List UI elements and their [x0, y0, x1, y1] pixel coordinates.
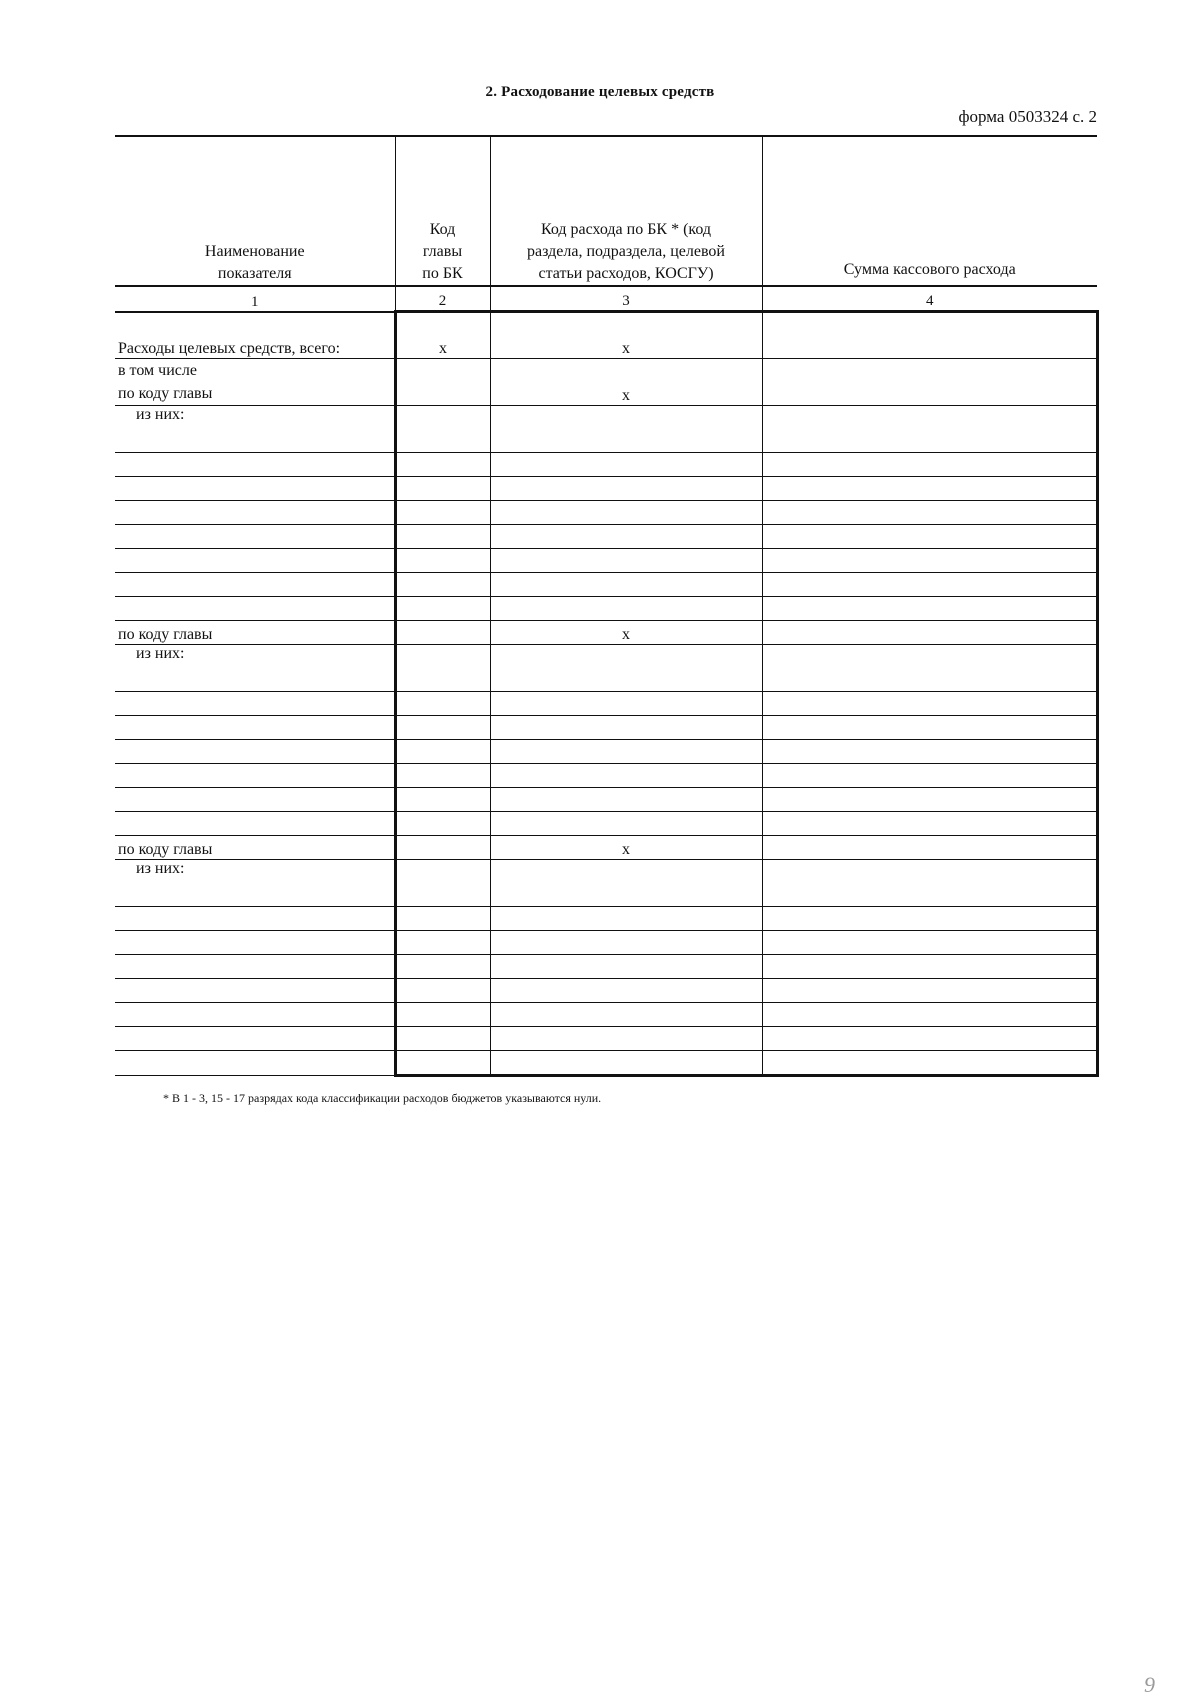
header-expense-code-text: Код расхода по БК * (код раздела, подраздела, целевой статьи расходов, КОСГУ)	[527, 221, 725, 282]
sum-cell[interactable]	[762, 1003, 1097, 1027]
expense-code-cell[interactable]	[490, 716, 762, 740]
table-row-by-chapter	[115, 621, 1097, 645]
table-row-by-chapter	[115, 359, 1097, 406]
chapter-code-cell[interactable]	[395, 453, 490, 477]
chapter-code-cell[interactable]	[395, 1003, 490, 1027]
table-row	[115, 692, 1097, 716]
header-cash-expense-sum-text: Сумма кассового расхода	[843, 261, 1016, 278]
name-cell[interactable]	[115, 931, 395, 955]
expense-code-cell[interactable]	[490, 1027, 762, 1051]
header-indicator-name-text: Наименование показателя	[204, 243, 305, 282]
table-row	[115, 788, 1097, 812]
name-cell[interactable]	[115, 501, 395, 525]
chapter-code-cell[interactable]	[395, 525, 490, 549]
name-cell[interactable]	[115, 692, 395, 716]
name-cell[interactable]	[115, 788, 395, 812]
column-number-row	[115, 286, 1097, 312]
sum-cell[interactable]	[762, 453, 1097, 477]
table-row	[115, 501, 1097, 525]
chapter-code-cell[interactable]	[395, 573, 490, 597]
expense-code-cell: x	[490, 836, 762, 860]
chapter-code-cell[interactable]	[395, 860, 490, 907]
sum-cell[interactable]	[762, 931, 1097, 955]
by-chapter-label: по коду главы	[115, 836, 395, 860]
total-label: Расходы целевых средств, всего:	[115, 312, 395, 359]
sum-cell[interactable]	[762, 645, 1097, 692]
name-cell[interactable]	[115, 979, 395, 1003]
sum-cell[interactable]	[762, 860, 1097, 907]
of-them-label	[115, 860, 395, 907]
of-them-text: из них:	[136, 860, 185, 877]
expense-code-cell[interactable]	[490, 692, 762, 716]
chapter-code-cell[interactable]	[395, 1051, 490, 1076]
sum-cell[interactable]	[762, 788, 1097, 812]
expense-code-cell[interactable]	[490, 740, 762, 764]
header-row	[115, 136, 1097, 286]
sum-cell[interactable]	[762, 501, 1097, 525]
name-cell[interactable]	[115, 1051, 395, 1076]
expense-code-cell: x	[490, 621, 762, 645]
expense-code-cell[interactable]	[490, 501, 762, 525]
name-cell[interactable]	[115, 740, 395, 764]
sum-cell[interactable]	[762, 621, 1097, 645]
chapter-code-cell[interactable]	[395, 740, 490, 764]
header-cash-expense-sum	[762, 136, 1097, 286]
sum-cell[interactable]	[762, 812, 1097, 836]
table-row-total	[115, 312, 1097, 359]
chapter-code-cell[interactable]	[395, 359, 490, 406]
of-them-label	[115, 645, 395, 692]
sum-cell[interactable]	[762, 955, 1097, 979]
sum-cell[interactable]	[762, 573, 1097, 597]
table-row	[115, 549, 1097, 573]
name-cell[interactable]	[115, 1003, 395, 1027]
chapter-code-cell[interactable]	[395, 812, 490, 836]
name-cell[interactable]	[115, 525, 395, 549]
table-row	[115, 453, 1097, 477]
header-expense-code	[490, 136, 762, 286]
table-row	[115, 740, 1097, 764]
sum-cell[interactable]	[762, 907, 1097, 931]
expense-code-cell[interactable]	[490, 645, 762, 692]
expense-code-cell[interactable]	[490, 453, 762, 477]
sum-cell[interactable]	[762, 549, 1097, 573]
chapter-code-cell[interactable]	[395, 406, 490, 453]
name-cell[interactable]	[115, 907, 395, 931]
chapter-code-cell[interactable]	[395, 955, 490, 979]
section-title: 2. Расходование целевых средств	[485, 84, 715, 100]
sum-cell[interactable]	[762, 406, 1097, 453]
table-row	[115, 955, 1097, 979]
chapter-code-cell[interactable]	[395, 764, 490, 788]
column-number-3: 3	[490, 286, 762, 312]
total-sum-cell[interactable]	[762, 312, 1097, 359]
footnote: * В 1 - 3, 15 - 17 разрядах кода классификации расходов бюджетов указываются нули.	[163, 1091, 602, 1105]
chapter-code-cell[interactable]	[395, 597, 490, 621]
table-row	[115, 1027, 1097, 1051]
of-them-text: из них:	[136, 406, 185, 423]
column-number-2: 2	[395, 286, 490, 312]
chapter-code-cell[interactable]	[395, 1027, 490, 1051]
chapter-code-cell[interactable]	[395, 931, 490, 955]
name-cell[interactable]	[115, 716, 395, 740]
sum-cell[interactable]	[762, 836, 1097, 860]
sum-cell[interactable]	[762, 597, 1097, 621]
expense-code-cell[interactable]	[490, 549, 762, 573]
chapter-code-cell[interactable]	[395, 979, 490, 1003]
name-cell[interactable]	[115, 955, 395, 979]
table-row-of-them	[115, 406, 1097, 453]
sum-cell[interactable]	[762, 716, 1097, 740]
including-by-chapter-label	[115, 359, 395, 406]
table-row	[115, 1003, 1097, 1027]
table-row	[115, 716, 1097, 740]
sum-cell[interactable]	[762, 740, 1097, 764]
header-chapter-code	[395, 136, 490, 286]
expense-code-cell[interactable]	[490, 597, 762, 621]
sum-cell[interactable]	[762, 1051, 1097, 1076]
table-row	[115, 931, 1097, 955]
chapter-code-cell[interactable]	[395, 692, 490, 716]
table-row	[115, 573, 1097, 597]
chapter-code-cell[interactable]	[395, 836, 490, 860]
sum-cell[interactable]	[762, 359, 1097, 406]
chapter-code-cell[interactable]	[395, 907, 490, 931]
expense-code-cell: x	[490, 359, 762, 406]
name-cell[interactable]	[115, 453, 395, 477]
of-them-text: из них:	[136, 645, 185, 662]
table-row-of-them	[115, 860, 1097, 907]
expense-code-cell[interactable]	[490, 860, 762, 907]
header-indicator-name	[115, 136, 395, 286]
expense-code-cell[interactable]	[490, 525, 762, 549]
column-number-4: 4	[762, 286, 1097, 312]
by-chapter-label: по коду главы	[118, 385, 213, 402]
including-label: в том числе	[118, 362, 197, 379]
expense-code-cell[interactable]	[490, 812, 762, 836]
name-cell[interactable]	[115, 573, 395, 597]
expense-code-cell[interactable]	[490, 406, 762, 453]
name-cell[interactable]	[115, 549, 395, 573]
table-row	[115, 764, 1097, 788]
table-row-by-chapter	[115, 836, 1097, 860]
name-cell[interactable]	[115, 597, 395, 621]
name-cell[interactable]	[115, 764, 395, 788]
column-number-1: 1	[115, 286, 395, 312]
of-them-label	[115, 406, 395, 453]
chapter-code-cell[interactable]	[395, 788, 490, 812]
name-cell[interactable]	[115, 477, 395, 501]
expense-code-cell[interactable]	[490, 907, 762, 931]
table-row-of-them	[115, 645, 1097, 692]
name-cell[interactable]	[115, 812, 395, 836]
expense-code-cell[interactable]	[490, 764, 762, 788]
table-row	[115, 907, 1097, 931]
expense-code-cell[interactable]	[490, 931, 762, 955]
chapter-code-cell[interactable]	[395, 501, 490, 525]
chapter-code-cell[interactable]	[395, 549, 490, 573]
expense-code-cell[interactable]	[490, 955, 762, 979]
total-chapter-code: x	[395, 312, 490, 359]
table-row	[115, 812, 1097, 836]
chapter-code-cell[interactable]	[395, 645, 490, 692]
form-identifier: форма 0503324 с. 2	[958, 107, 1097, 126]
expense-code-cell[interactable]	[490, 979, 762, 1003]
header-chapter-code-text: Код главы по БК	[422, 221, 463, 282]
table-row	[115, 979, 1097, 1003]
chapter-code-cell[interactable]	[395, 477, 490, 501]
chapter-code-cell[interactable]	[395, 621, 490, 645]
expense-code-cell[interactable]	[490, 477, 762, 501]
sum-cell[interactable]	[762, 979, 1097, 1003]
expense-code-cell[interactable]	[490, 1051, 762, 1076]
expense-code-cell[interactable]	[490, 1003, 762, 1027]
chapter-code-cell[interactable]	[395, 716, 490, 740]
sum-cell[interactable]	[762, 692, 1097, 716]
sum-cell[interactable]	[762, 1027, 1097, 1051]
table-row	[115, 1051, 1097, 1076]
name-cell[interactable]	[115, 1027, 395, 1051]
expense-code-cell[interactable]	[490, 573, 762, 597]
sum-cell[interactable]	[762, 764, 1097, 788]
expense-code-cell[interactable]	[490, 788, 762, 812]
sum-cell[interactable]	[762, 525, 1097, 549]
by-chapter-label: по коду главы	[115, 621, 395, 645]
table-row	[115, 525, 1097, 549]
page-number: 9	[1144, 1672, 1155, 1697]
sum-cell[interactable]	[762, 477, 1097, 501]
table-row	[115, 597, 1097, 621]
table-row	[115, 477, 1097, 501]
target-funds-expenditure-table	[115, 135, 1099, 1077]
total-expense-code: x	[490, 312, 762, 359]
